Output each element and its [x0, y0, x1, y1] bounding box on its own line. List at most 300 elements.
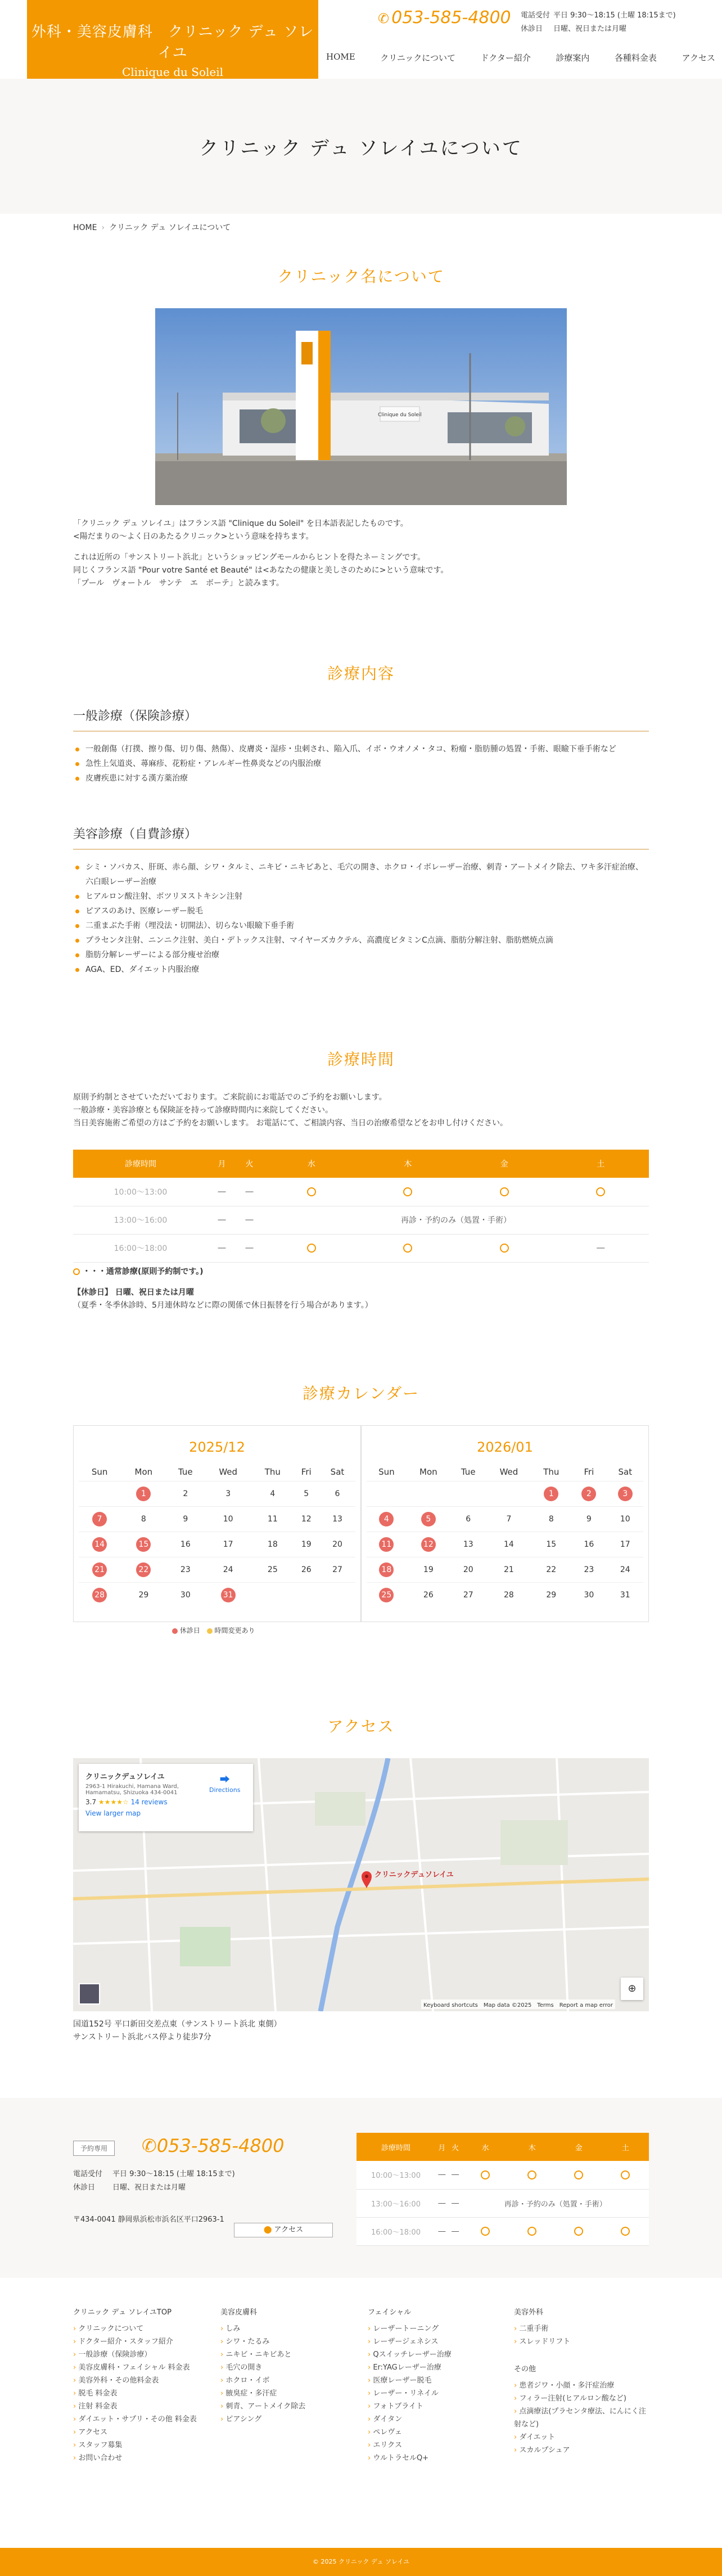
- hours-head-day: 土: [602, 2133, 649, 2161]
- clinic-photo: [155, 308, 567, 505]
- calendar-day-number: 4: [270, 1489, 276, 1498]
- hours-cell: ―: [435, 2189, 449, 2217]
- calendar-day: [167, 1582, 205, 1607]
- footer-link[interactable]: › フィラー注射(ヒアルロン酸など): [514, 2392, 649, 2405]
- calendar-day-number: 17: [223, 1539, 233, 1549]
- list-item: シミ・ソバカス、肝斑、赤ら顔、シワ・タルミ、ニキビ・ニキビあと、毛穴の開き、ホクロ・イボレーザー治療、刺青・アートメイク除去、ワキ多汗症治療、六白眼レーザー治療: [73, 860, 649, 889]
- calendar-day: [571, 1582, 607, 1607]
- hours-head-day: 火: [236, 1150, 263, 1178]
- footer-link[interactable]: › 二重手術: [514, 2322, 649, 2335]
- footer-hours-value: 平日 9:30〜18:15 (土曜 18:15まで): [112, 2170, 235, 2178]
- footer-link[interactable]: › ペレヴェ: [368, 2426, 503, 2439]
- closed-sub: （夏季・冬季休診時、5月連休時などに際の関係で休日振替を行う場合があります。）: [73, 1301, 373, 1310]
- calendar-table: [367, 1463, 643, 1607]
- hours-head-day: 木: [509, 2133, 556, 2161]
- hours-cell: ―: [208, 1206, 236, 1234]
- calendar-day-number: 1: [136, 1487, 151, 1501]
- global-nav: [324, 49, 718, 66]
- list-item: 急性上気道炎、蕁麻疹、花粉症・アレルギー性鼻炎などの内服治療: [73, 756, 649, 771]
- table-row: [73, 1178, 649, 1206]
- open-mark: [360, 1234, 457, 1262]
- calendar-day: [407, 1532, 450, 1557]
- hours-label: 電話受付: [521, 11, 550, 20]
- footer-link[interactable]: › 注射 料金表: [73, 2400, 208, 2413]
- footer-access-button[interactable]: [234, 2223, 333, 2237]
- hours-cell: ―: [449, 2189, 462, 2217]
- open-mark: [556, 2161, 602, 2189]
- weekday-header: Sat: [330, 1466, 345, 1477]
- calendar-month-title: 2026/01: [477, 1439, 533, 1455]
- map-place-card: [79, 1764, 253, 1831]
- footer-hours: [73, 2168, 235, 2195]
- hours-head-day: 月: [435, 2133, 449, 2161]
- calendar-day: [531, 1582, 571, 1607]
- calendar-day: [167, 1506, 205, 1532]
- calendar-day: [531, 1506, 571, 1532]
- nav-access[interactable]: アクセス: [682, 53, 715, 63]
- breadcrumb: [73, 222, 231, 233]
- site-header: [0, 0, 722, 79]
- changed-dot: [207, 1628, 213, 1634]
- calendar-day: [252, 1582, 293, 1607]
- nav-prices[interactable]: 各種料金表: [614, 53, 657, 63]
- calendar-day: [531, 1557, 571, 1582]
- calendar-day-number: 1: [544, 1487, 558, 1501]
- calendar-day-number: 6: [335, 1489, 340, 1498]
- footer-link[interactable]: › お問い合わせ: [73, 2452, 208, 2465]
- about-p2: <陽だまりの〜よく日のあたるクリニック>という意味を持ちます。: [73, 532, 314, 541]
- open-mark-legend: [73, 1268, 80, 1275]
- calendar-table: [79, 1463, 355, 1607]
- hours-value: 平日 9:30〜18:15 (土曜 18:15まで): [553, 11, 676, 20]
- calendar-day-number: 13: [463, 1539, 473, 1549]
- phone-icon: ✆: [378, 11, 390, 26]
- footer-list: [514, 2322, 649, 2348]
- calendar-day-number: 8: [141, 1514, 146, 1524]
- closed-value: 日曜、祝日または月曜: [553, 25, 627, 33]
- map-card-rating: 3.7: [85, 1798, 97, 1806]
- general-list: [73, 742, 649, 786]
- weekday-header: Fri: [301, 1466, 312, 1477]
- hours-cell: ―: [208, 1178, 236, 1206]
- calendar-day: [319, 1506, 355, 1532]
- footer-link[interactable]: › 美容皮膚科・フェイシャル 料金表: [73, 2361, 208, 2374]
- calendar-day: [293, 1481, 319, 1506]
- map-card-title: クリニックデュソレイユ: [85, 1773, 165, 1781]
- calendar-day-number: 10: [223, 1514, 233, 1524]
- calendar-day: [486, 1481, 531, 1506]
- hours-cell: ―: [553, 1234, 649, 1262]
- calendar-day: [167, 1481, 205, 1506]
- calendar-day-number: 16: [584, 1539, 594, 1549]
- hours-time: 10:00〜13:00: [73, 1178, 208, 1206]
- footer-link[interactable]: › ピアシング: [220, 2413, 355, 2426]
- calendar-day: [79, 1557, 120, 1582]
- breadcrumb-separator: ›: [101, 223, 105, 232]
- calendar-day: [293, 1582, 319, 1607]
- calendar-day-number: 31: [620, 1590, 630, 1600]
- calendar-day: [204, 1582, 252, 1607]
- about-heading: クリニック名について: [277, 267, 445, 286]
- calendar-day: [571, 1481, 607, 1506]
- calendar-day-number: 15: [136, 1537, 151, 1552]
- map-satellite-toggle[interactable]: [79, 1983, 100, 2005]
- calendar-day-number: 25: [379, 1588, 394, 1602]
- hours-note2: 一般診療・美容診療とも保険証を持って診療時間内に来院してください。: [73, 1106, 333, 1115]
- footer-link[interactable]: › Qスイッチレーザー治療: [368, 2348, 503, 2361]
- footer-tel-number: 053-585-4800: [156, 2135, 285, 2156]
- footer-list: [73, 2322, 208, 2465]
- calendar-day: [252, 1481, 293, 1506]
- open-mark: [263, 1178, 360, 1206]
- header-hours: [521, 9, 676, 36]
- footer-link[interactable]: › 患者ジワ・小顔・多汗症治療: [514, 2379, 649, 2392]
- footer-col-derm: [220, 2306, 355, 2426]
- hours-time: 10:00〜13:00: [357, 2161, 435, 2189]
- footer-link[interactable]: › 点滴療法(プラセンタ療法、にんにく注射など): [514, 2405, 649, 2431]
- footer-link[interactable]: › 刺青、アートメイク除去: [220, 2400, 355, 2413]
- calendar-day-number: 3: [618, 1487, 633, 1501]
- calendar-day-number: 14: [504, 1539, 514, 1549]
- calendar-day: [486, 1582, 531, 1607]
- weekday-header: Mon: [419, 1466, 437, 1477]
- footer-link[interactable]: › レーザートーニング: [368, 2322, 503, 2335]
- calendar-day-number: 7: [506, 1514, 512, 1524]
- map-zoom-control[interactable]: ⊕: [621, 1978, 643, 2000]
- open-mark: [602, 2161, 649, 2189]
- footer-link[interactable]: › 医療レーザー脱毛: [368, 2374, 503, 2387]
- calendar-day-number: 21: [92, 1562, 107, 1577]
- calendar-day-number: 18: [379, 1562, 394, 1577]
- calendar-day-number: 27: [332, 1565, 342, 1574]
- hours-cell-appointment: 再診・予約のみ（処置・手術）: [263, 1206, 649, 1234]
- footer-link[interactable]: › 毛穴の開き: [220, 2361, 355, 2374]
- hours-head-day: 月: [208, 1150, 236, 1178]
- footer-access-label: アクセス: [274, 2226, 304, 2234]
- calendar-day: [607, 1557, 643, 1582]
- access-heading: アクセス: [327, 1717, 395, 1736]
- footer-link[interactable]: › ウルトラセルQ+: [368, 2452, 503, 2465]
- calendar-day-number: 22: [136, 1562, 151, 1577]
- weekday-header: Sun: [378, 1466, 395, 1477]
- beauty-title: 美容診療（自費診療）: [73, 825, 649, 850]
- hours-cell: ―: [208, 1234, 236, 1262]
- open-mark: [509, 2217, 556, 2245]
- hours-head-time: 診療時間: [73, 1150, 208, 1178]
- calendar-day-number: 26: [423, 1590, 434, 1600]
- footer-col-surgery: [514, 2306, 649, 2457]
- calendar-day-number: 12: [301, 1514, 312, 1524]
- weekday-header: Fri: [584, 1466, 594, 1477]
- hours-table-wrap: [73, 1150, 649, 1263]
- calendar-day-number: 29: [546, 1590, 557, 1600]
- footer-link[interactable]: › ニキビ・ニキビあと: [220, 2348, 355, 2361]
- calendar-day: [252, 1532, 293, 1557]
- hours-head-day: 水: [263, 1150, 360, 1178]
- footer-link[interactable]: › スレッドリフト: [514, 2335, 649, 2348]
- about-text: [73, 517, 649, 590]
- header-tel[interactable]: [378, 8, 511, 28]
- footer-link[interactable]: › Er:YAGレーザー治療: [368, 2361, 503, 2374]
- footer-link[interactable]: › シワ・たるみ: [220, 2335, 355, 2348]
- hours-time: 13:00〜16:00: [73, 1206, 208, 1234]
- calendar-day: [571, 1506, 607, 1532]
- calendar-day: [319, 1532, 355, 1557]
- footer-hours-table: [357, 2133, 649, 2246]
- legend-holiday: 休診日: [179, 1627, 200, 1634]
- list-item: 皮膚疾患に対する漢方薬治療: [73, 771, 649, 786]
- calendar-day-number: 26: [301, 1565, 312, 1574]
- calendar-day: [367, 1557, 407, 1582]
- calendar-day: [204, 1557, 252, 1582]
- services-heading: 診療内容: [327, 664, 395, 683]
- calendar-day: [79, 1506, 120, 1532]
- footer-link[interactable]: › ダイタン: [368, 2413, 503, 2426]
- calendar-day: [293, 1557, 319, 1582]
- open-mark: [553, 1178, 649, 1206]
- weekday-header: Tue: [461, 1466, 476, 1477]
- hours-cell: ―: [435, 2161, 449, 2189]
- calendar-day-number: 3: [225, 1489, 231, 1498]
- calendar-day-number: 19: [301, 1539, 312, 1549]
- open-mark: [602, 2217, 649, 2245]
- hours-head-time: 診療時間: [357, 2133, 435, 2161]
- footer-link[interactable]: › エリクス: [368, 2439, 503, 2452]
- hours-heading: 診療時間: [327, 1050, 395, 1069]
- calendar-day-number: 5: [421, 1512, 436, 1526]
- weekday-header: Sat: [618, 1466, 633, 1477]
- hours-notes: [73, 1091, 649, 1130]
- hours-head-day: 火: [449, 2133, 462, 2161]
- hours-time: 13:00〜16:00: [357, 2189, 435, 2217]
- calendar-day: [120, 1557, 166, 1582]
- table-row: [73, 1206, 649, 1234]
- access-line1: 国道152号 平口新田交差点東（サンストリート浜北 東側）: [73, 2020, 282, 2029]
- hours-head-day: 金: [456, 1150, 553, 1178]
- calendar-day: [607, 1481, 643, 1506]
- hours-head-day: 金: [556, 2133, 602, 2161]
- nav-services[interactable]: 診療案内: [556, 53, 590, 63]
- general-section: [73, 706, 649, 786]
- hours-head-day: 土: [553, 1150, 649, 1178]
- footer-closed-label: 休診日: [73, 2183, 96, 2192]
- hours-cell: ―: [435, 2217, 449, 2245]
- list-item: 一般創傷（打撲、擦り傷、切り傷、熱傷）、皮膚炎・湿疹・虫刺され、陥入爪、イボ・ウオノメ・タコ、粉瘤・脂肪腫の処置・手術、眼瞼下垂手術など: [73, 742, 649, 756]
- footer-link[interactable]: › フォトブライト: [368, 2400, 503, 2413]
- footer-link[interactable]: › スタッフ募集: [73, 2439, 208, 2452]
- calendar-day-number: 15: [546, 1539, 557, 1549]
- open-mark: [509, 2161, 556, 2189]
- calendar-day: [486, 1506, 531, 1532]
- footer-col-title[interactable]: 美容皮膚科: [220, 2308, 258, 2317]
- calendar-day: [571, 1557, 607, 1582]
- calendar-day: [450, 1481, 486, 1506]
- hours-cell: ―: [236, 1206, 263, 1234]
- calendar-heading: 診療カレンダー: [302, 1384, 420, 1403]
- calendar-day: [319, 1582, 355, 1607]
- open-mark: [456, 1234, 553, 1262]
- footer-hours-table-wrap: [357, 2133, 649, 2246]
- footer-link[interactable]: › クリニックについて: [73, 2322, 208, 2335]
- calendar-day: [486, 1532, 531, 1557]
- calendar-day: [293, 1532, 319, 1557]
- calendar-month-2: [361, 1425, 649, 1622]
- hours-table: [73, 1150, 649, 1263]
- calendar-day: [319, 1557, 355, 1582]
- hours-cell: ―: [236, 1178, 263, 1206]
- footer-link[interactable]: › ドクター紹介・スタッフ紹介: [73, 2335, 208, 2348]
- footer-link[interactable]: › 一般診療（保険診療）: [73, 2348, 208, 2361]
- calendar-day-number: 14: [92, 1537, 107, 1552]
- hours-head-day: 水: [462, 2133, 509, 2161]
- beauty-list: [73, 860, 649, 977]
- calendar-day-number: 8: [548, 1514, 554, 1524]
- weekday-header: Wed: [219, 1466, 238, 1477]
- header-tel-number: 053-585-4800: [391, 8, 511, 28]
- calendar-day-number: 31: [221, 1588, 236, 1602]
- nav-doctor[interactable]: ドクター紹介: [480, 53, 531, 63]
- calendar-day-number: 2: [183, 1489, 188, 1498]
- holiday-dot: [172, 1628, 178, 1634]
- footer-link[interactable]: › 脱毛 料金表: [73, 2387, 208, 2400]
- calendar-day: [407, 1557, 450, 1582]
- footer-link[interactable]: › ダイエット・サプリ・その他 料金表: [73, 2413, 208, 2426]
- footer-col-title[interactable]: クリニック デュ ソレイユTOP: [73, 2308, 172, 2317]
- calendar-day-number: 25: [267, 1565, 278, 1574]
- calendar-day-number: 7: [92, 1512, 107, 1526]
- page-title-band: [0, 79, 722, 214]
- footer-link[interactable]: › レーザージェネシス: [368, 2335, 503, 2348]
- calendar-day-number: 9: [183, 1514, 188, 1524]
- calendar-day: [120, 1481, 166, 1506]
- calendar-day: [367, 1582, 407, 1607]
- calendar-day-number: 20: [332, 1539, 342, 1549]
- calendar-day: [531, 1532, 571, 1557]
- hours-time: 16:00〜18:00: [357, 2217, 435, 2245]
- calendar-day-number: 11: [267, 1514, 278, 1524]
- calendar-day: [571, 1532, 607, 1557]
- map-directions-button[interactable]: [209, 1772, 240, 1794]
- nav-about[interactable]: クリニックについて: [380, 53, 455, 63]
- calendar-day-number: 18: [267, 1539, 278, 1549]
- calendar-day: [167, 1557, 205, 1582]
- footer-list: [220, 2322, 355, 2426]
- hours-note3: 当日美容施術ご希望の方はご予約をお願いします。 お電話にて、ご相談内容、当日の治療希望などをお申し付けください。: [73, 1119, 508, 1128]
- list-item: 脂肪分解レーザーによる部分痩せ治療: [73, 948, 649, 962]
- map-footer: Keyboard shortcuts Map data ©2025 Terms Report a map error: [421, 1999, 615, 2009]
- calendar-day: [450, 1506, 486, 1532]
- calendar-day-number: 24: [223, 1565, 233, 1574]
- open-mark: [360, 1178, 457, 1206]
- calendar-day-number: 30: [180, 1590, 191, 1600]
- footer-link[interactable]: › アクセス: [73, 2426, 208, 2439]
- about-p4: 同じくフランス語 "Pour votre Santé et Beauté" は<あなたの健康と美しさのために>という意味です。: [73, 566, 449, 575]
- footer-col-title[interactable]: その他: [514, 2365, 536, 2374]
- footer-link[interactable]: › レーザー・リネイル: [368, 2387, 503, 2400]
- calendar-day: [79, 1582, 120, 1607]
- weekday-header: Mon: [134, 1466, 153, 1477]
- footer-link[interactable]: › ダイエット: [514, 2431, 649, 2444]
- site-logo[interactable]: [27, 0, 318, 79]
- weekday-header: Tue: [178, 1466, 193, 1477]
- footer-col-title[interactable]: フェイシャル: [368, 2308, 412, 2317]
- calendar-day-number: 27: [463, 1590, 473, 1600]
- footer-tel[interactable]: [142, 2135, 285, 2156]
- footer-link[interactable]: › ホクロ・イボ: [220, 2374, 355, 2387]
- calendar-day: [204, 1481, 252, 1506]
- calendar-day: [607, 1582, 643, 1607]
- calendar-day: [204, 1506, 252, 1532]
- calendar-day-number: 11: [379, 1537, 394, 1552]
- breadcrumb-current: クリニック デュ ソレイユについて: [109, 223, 231, 232]
- calendar-day-number: 21: [504, 1565, 514, 1574]
- list-item: AGA、ED、ダイエット内服治療: [73, 962, 649, 977]
- footer-closed-value: 日曜、祝日または月曜: [112, 2183, 186, 2192]
- calendar-day: [120, 1582, 166, 1607]
- footer-link[interactable]: › スカルプシュア: [514, 2444, 649, 2457]
- calendar-day: [204, 1532, 252, 1557]
- star-icon: ★★★★☆: [98, 1798, 129, 1806]
- footer-info: [0, 2098, 722, 2278]
- phone-icon: ✆: [142, 2135, 157, 2156]
- legend-changed: 時間変更あり: [214, 1627, 255, 1634]
- about-p1: 「クリニック デュ ソレイユ」はフランス語 "Clinique du Soleil" を日本語表記したものです。: [73, 519, 408, 528]
- calendar-day-number: 13: [332, 1514, 342, 1524]
- hours-cell: ―: [236, 1234, 263, 1262]
- calendar-day-number: 17: [620, 1539, 630, 1549]
- calendar-month-title: 2025/12: [189, 1439, 245, 1455]
- calendar-day: [167, 1532, 205, 1557]
- open-mark: [263, 1234, 360, 1262]
- breadcrumb-home[interactable]: HOME: [73, 223, 97, 232]
- footer-link[interactable]: › 美容外科・その他料金表: [73, 2374, 208, 2387]
- calendar-day-number: 22: [546, 1565, 557, 1574]
- open-mark: [456, 1178, 553, 1206]
- logo-line1: 外科・美容皮膚科 クリニック デュ ソレイユ: [31, 24, 314, 61]
- calendar-day: [252, 1506, 293, 1532]
- calendar-day-number: 30: [584, 1590, 594, 1600]
- nav-home[interactable]: HOME: [326, 52, 355, 62]
- map-larger-link[interactable]: View larger map: [85, 1809, 141, 1817]
- calendar-day: [450, 1532, 486, 1557]
- hours-cell: ―: [449, 2217, 462, 2245]
- map-card-reviews[interactable]: 14 reviews: [130, 1798, 168, 1806]
- closed-note: 【休診日】 日曜、祝日または月曜: [73, 1288, 194, 1297]
- calendar-day-number: 10: [620, 1514, 630, 1524]
- footer-col-facial: [368, 2306, 503, 2465]
- calendar-day: [367, 1532, 407, 1557]
- footer-list: [514, 2379, 649, 2457]
- hours-cell-appointment: 再診・予約のみ（処置・手術）: [462, 2189, 649, 2217]
- calendar-day: [486, 1557, 531, 1582]
- footer-link[interactable]: › 腋臭症・多汗症: [220, 2387, 355, 2400]
- calendar-legend: [172, 1625, 255, 1635]
- calendar-day: [407, 1506, 450, 1532]
- calendar-day: [120, 1532, 166, 1557]
- footer-link[interactable]: › しみ: [220, 2322, 355, 2335]
- google-map[interactable]: [73, 1758, 649, 2011]
- map-directions-label: Directions: [209, 1786, 241, 1794]
- calendar-day: [252, 1557, 293, 1582]
- clinic-sign: Clinique du Soleil: [378, 412, 422, 418]
- open-mark: [462, 2161, 509, 2189]
- about-p5: 「プール ヴォートル サンテ エ ボーテ」と読みます。: [73, 579, 284, 588]
- footer-col-title[interactable]: 美容外科: [514, 2308, 544, 2317]
- weekday-header: Thu: [264, 1466, 281, 1477]
- weekday-header: Sun: [91, 1466, 108, 1477]
- calendar-month-1: [73, 1425, 361, 1622]
- calendar-day: [607, 1506, 643, 1532]
